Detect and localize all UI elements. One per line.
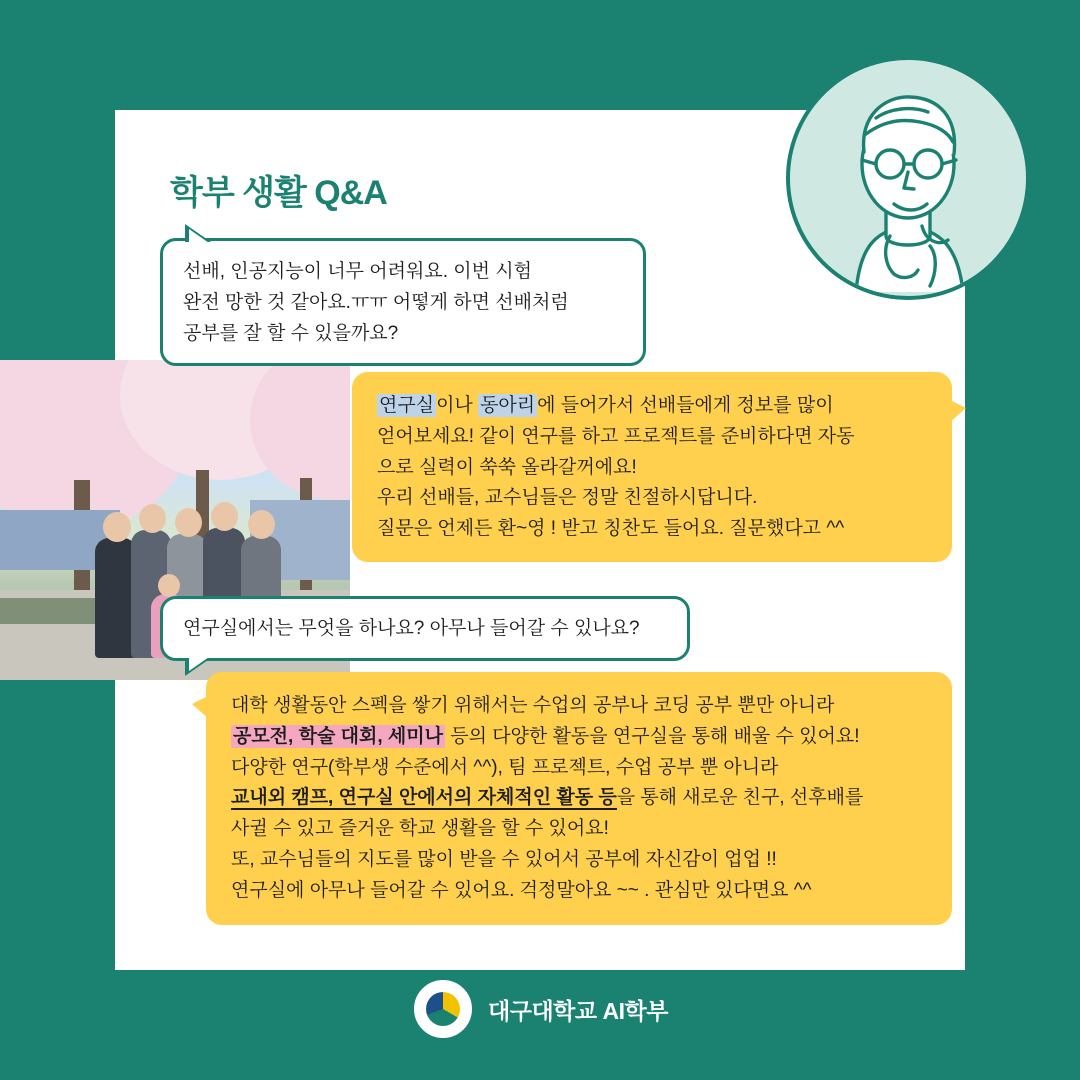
a1-line-3: 으로 실력이 쑥쑥 올라갈꺼에요!	[377, 456, 637, 478]
question-bubble-2	[160, 596, 690, 661]
a1-line-1	[377, 391, 929, 422]
a2-line-2	[231, 722, 929, 753]
avatar	[786, 56, 1030, 300]
a1-text-b: 이나	[436, 395, 479, 416]
senior-portrait-icon	[790, 60, 1026, 296]
a2-line-4-rest: 을 통해 새로운 친구, 선후배를	[616, 787, 864, 809]
a2-highlight-activities: 공모전, 학술 대회, 세미나	[233, 725, 443, 747]
a2-underline-camps: 교내외 캠프, 연구실 안에서의 자체적인 활동 등	[231, 787, 617, 809]
q1-line-3: 공부를 잘 할 수 있을까요?	[183, 322, 399, 344]
q1-line-1: 선배, 인공지능이 너무 어려워요. 이번 시험	[183, 261, 532, 282]
a1-text-d: 에 들어가서 선배들에게 정보를 많이	[537, 395, 834, 416]
page-title: 학부 생활 Q&A	[170, 174, 387, 212]
answer-bubble-1	[352, 372, 952, 562]
q1-line-2: 완전 망한 것 같아요.ㅠㅠ 어떻게 하면 선배처럼	[183, 291, 569, 313]
question-bubble-1	[160, 238, 646, 366]
a2-line-2-rest: 등의 다양한 활동을 연구실을 통해 배울 수 있어요!	[444, 725, 860, 747]
answer-bubble-2	[206, 672, 952, 925]
a2-line-4	[231, 783, 929, 814]
a1-line-4: 우리 선배들, 교수님들은 정말 친절하시답니다.	[377, 487, 758, 509]
a2-line-7: 연구실에 아무나 들어갈 수 있어요. 걱정말아요 ~~ . 관심만 있다면요 ^^	[231, 879, 812, 901]
a1-line-5: 질문은 언제든 환~영 ! 받고 칭찬도 들어요. 질문했다고 ^^	[377, 518, 845, 540]
a2-line-3: 다양한 연구(학부생 수준에서 ^^), 팀 프로젝트, 수업 공부 뿐 아니라	[231, 756, 779, 778]
footer	[0, 978, 1080, 1040]
a1-highlight-club: 동아리	[480, 395, 536, 416]
university-logo-icon	[412, 978, 474, 1040]
a1-highlight-lab: 연구실	[379, 395, 435, 416]
footer-title: 대구대학교 AI학부	[488, 997, 668, 1024]
q2-line-1: 연구실에서는 무엇을 하나요? 아무나 들어갈 수 있나요?	[183, 618, 640, 639]
a2-line-1: 대학 생활동안 스펙을 쌓기 위해서는 수업의 공부나 코딩 공부 뿐만 아니라	[231, 695, 835, 716]
logo-emblem	[426, 992, 460, 1026]
a2-line-6: 또, 교수님들의 지도를 많이 받을 수 있어서 공부에 자신감이 업업 !!	[231, 848, 777, 870]
a1-line-2: 얻어보세요! 같이 연구를 하고 프로젝트를 준비하다면 자동	[377, 425, 855, 447]
a2-line-5: 사귈 수 있고 즐거운 학교 생활을 할 수 있어요!	[231, 818, 609, 840]
